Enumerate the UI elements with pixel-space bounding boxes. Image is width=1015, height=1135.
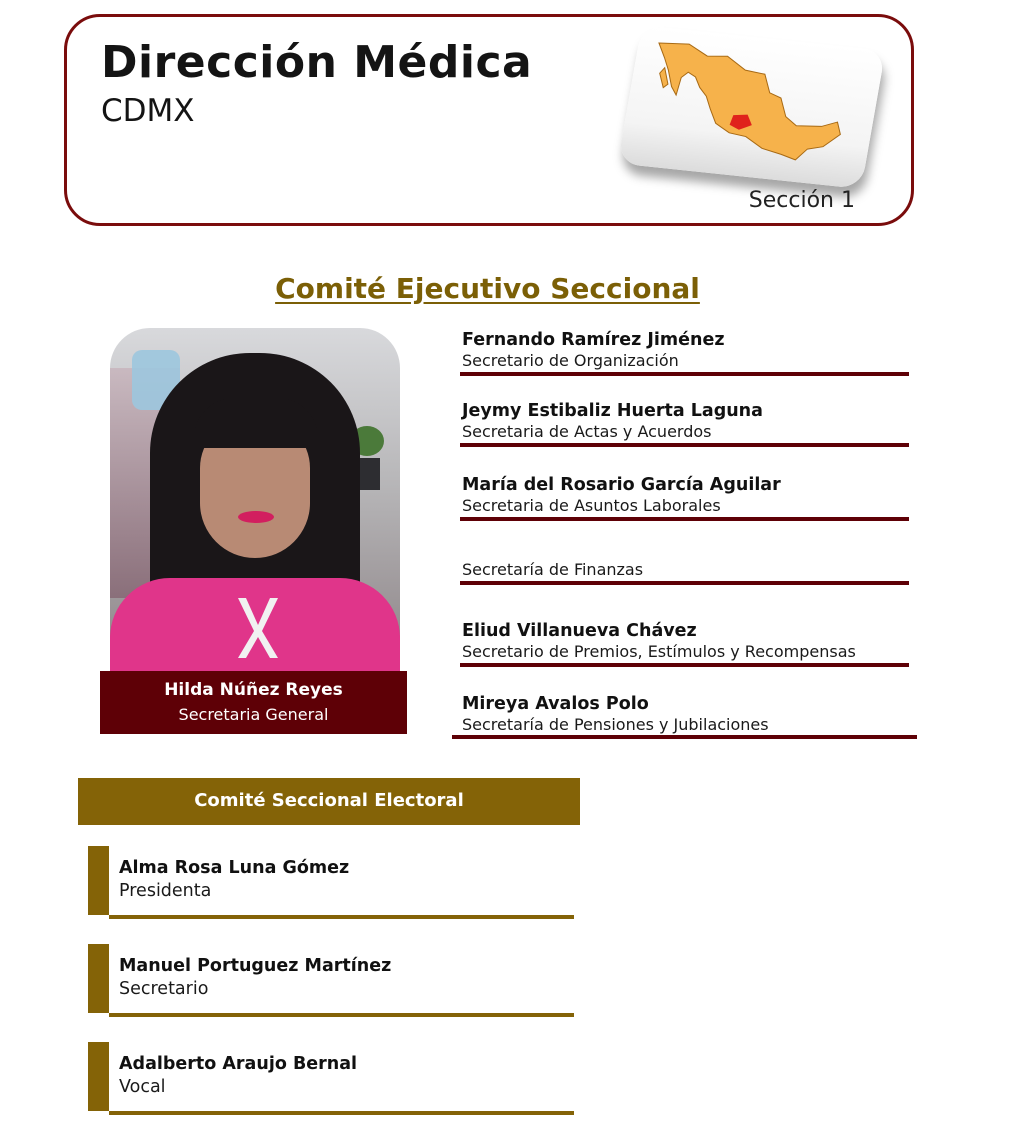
member-name: María del Rosario García Aguilar [462,475,781,495]
leader-name-plate [100,671,407,734]
member-role: Secretario de Premios, Estímulos y Recompensas [462,642,856,661]
member-role: Vocal [119,1077,166,1097]
executive-member [462,620,856,662]
member-name: Fernando Ramírez Jiménez [462,330,725,350]
executive-member [462,474,781,516]
member-role: Secretario [119,979,209,999]
member-role: Secretaria de Actas y Acuerdos [462,422,712,441]
member-role: Secretaria de Asuntos Laborales [462,496,721,515]
member-name: Manuel Portuguez Martínez [119,956,392,976]
page-subtitle: CDMX [101,93,195,129]
member-divider [109,1111,574,1115]
member-name: Alma Rosa Luna Gómez [119,858,350,878]
member-divider [109,1013,574,1017]
member-role: Presidenta [119,881,212,901]
member-divider [460,443,909,447]
leader-photo [110,328,400,673]
member-divider [460,517,909,521]
executive-member [462,693,769,735]
member-divider [452,735,917,739]
member-name: Jeymy Estibaliz Huerta Laguna [462,401,763,421]
member-tab [88,944,109,1013]
member-name: Eliud Villanueva Chávez [462,621,697,641]
member-role: Secretaría de Pensiones y Jubilaciones [462,715,769,734]
member-role: Secretaría de Finanzas [462,560,644,579]
header-box [64,14,914,226]
member-name: Adalberto Araujo Bernal [119,1054,358,1074]
member-role: Secretario de Organización [462,351,679,370]
member-divider [460,372,909,376]
executive-member [462,329,725,371]
comite-electoral-title: Comité Seccional Electoral [78,778,580,825]
comite-ejecutivo-title: Comité Ejecutivo Seccional [275,272,700,305]
leader-role: Secretaria General [178,705,329,724]
mexico-map-icon [617,25,885,189]
member-name [462,538,643,560]
member-divider [109,915,574,919]
member-divider [460,581,909,585]
section-label: Sección 1 [748,188,855,213]
member-tab [88,1042,109,1111]
executive-member [462,400,763,442]
page-title: Dirección Médica [101,37,533,88]
member-name: Mireya Avalos Polo [462,694,649,714]
leader-name: Hilda Núñez Reyes [164,680,343,700]
executive-member [462,538,643,580]
member-tab [88,846,109,915]
member-divider [460,663,909,667]
